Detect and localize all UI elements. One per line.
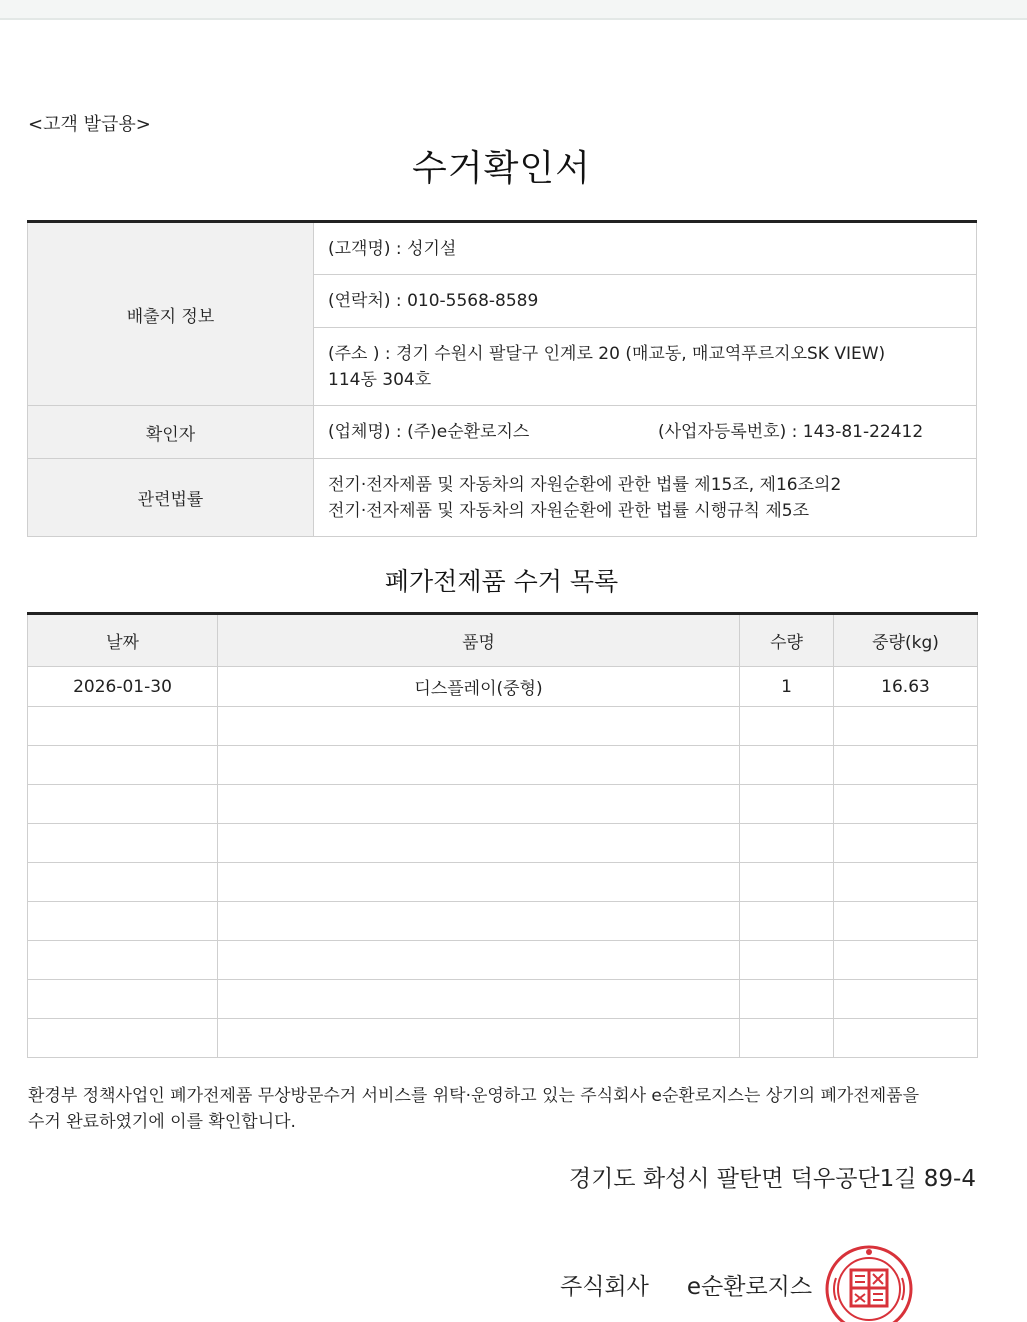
- column-header-date: 날짜: [28, 614, 218, 667]
- table-row-empty: [28, 941, 978, 980]
- top-bar: [0, 0, 1027, 20]
- list-title: 폐가전제품 수거 목록: [384, 567, 619, 596]
- law-line-2: 전기·전자제품 및 자동차의 자원순환에 관한 법률 시행규칙 제5조: [328, 500, 810, 521]
- cell-date: 2026-01-30: [28, 667, 218, 707]
- address-line-2: 114동 304호: [328, 369, 432, 390]
- customer-name: (고객명) : 성기설: [314, 222, 977, 275]
- cell-item: 디스플레이(중형): [218, 667, 740, 707]
- company-name-footer: e순환로지스: [686, 1274, 813, 1300]
- table-row-empty: [28, 707, 978, 746]
- table-row-empty: [28, 1019, 978, 1058]
- cell-quantity: 1: [740, 667, 834, 707]
- company-name: (업체명) : (주)e순환로지스: [328, 422, 530, 442]
- notice-line-2: 수거 완료하였기에 이를 확인합니다.: [28, 1112, 296, 1132]
- company-address: 경기도 화성시 팔탄면 덕우공단1길 89-4: [568, 1166, 976, 1192]
- cell-weight: 16.63: [834, 667, 978, 707]
- customer-address: [314, 328, 977, 406]
- notice-line-1: 환경부 정책사업인 폐가전제품 무상방문수거 서비스를 위탁·운영하고 있는 주식회사 e순환로지스는 상기의 폐가전제품을: [28, 1086, 919, 1106]
- discharge-info-label: 배출지 정보: [28, 222, 314, 406]
- table-row-empty: [28, 980, 978, 1019]
- company-signature: [560, 1268, 812, 1301]
- law-info: [314, 459, 977, 537]
- confirmer-info: [314, 406, 977, 459]
- table-row-empty: [28, 824, 978, 863]
- document-title: 수거확인서: [412, 148, 591, 189]
- law-label: 관련법률: [28, 459, 314, 537]
- address-line-1: (주소 ) : 경기 수원시 팔달구 인계로 20 (매교동, 매교역푸르지오SK VIEW): [328, 343, 886, 364]
- table-row-empty: [28, 902, 978, 941]
- table-row-empty: [28, 785, 978, 824]
- company-seal-icon: [824, 1244, 914, 1322]
- table-row-empty: [28, 863, 978, 902]
- customer-contact: (연락처) : 010-5568-8589: [314, 275, 977, 328]
- info-table: [27, 220, 977, 537]
- column-header-weight: 중량(kg): [834, 614, 978, 667]
- table-row-empty: [28, 746, 978, 785]
- table-row: [28, 667, 978, 707]
- corp-label: 주식회사: [560, 1274, 649, 1300]
- column-header-item: 품명: [218, 614, 740, 667]
- law-line-1: 전기·전자제품 및 자동차의 자원순환에 관한 법률 제15조, 제16조의2: [328, 474, 842, 495]
- collection-list-table: [27, 612, 978, 1058]
- copy-type-label: <고객 발급용>: [28, 114, 151, 135]
- confirmer-label: 확인자: [28, 406, 314, 459]
- confirmation-notice: [28, 1083, 988, 1135]
- column-header-quantity: 수량: [740, 614, 834, 667]
- business-number: (사업자등록번호) : 143-81-22412: [658, 422, 924, 442]
